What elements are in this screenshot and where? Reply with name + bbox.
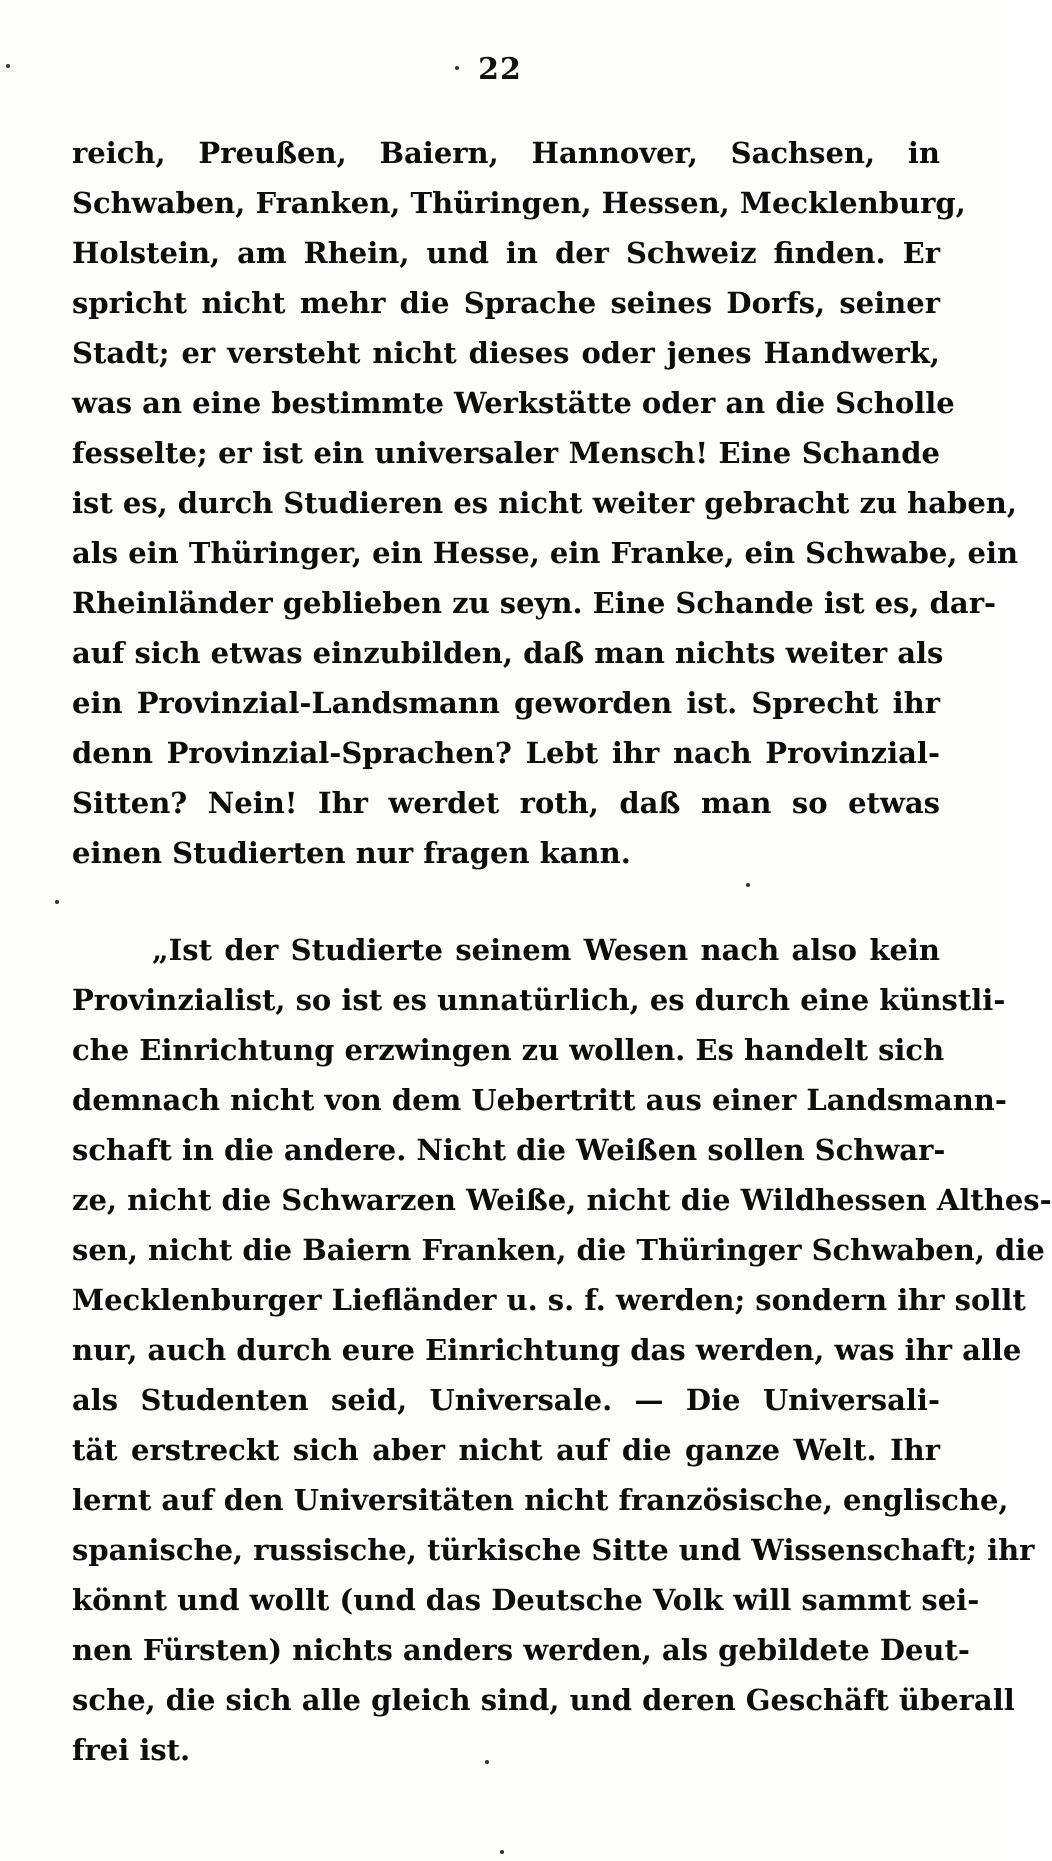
- text-line: Holstein, am Rhein, und in der Schweiz finden. Er: [72, 236, 940, 270]
- text-line: als ein Thüringer, ein Hesse, ein Franke, ein Schwabe, ein: [72, 536, 1019, 570]
- paragraph-1: [72, 128, 1019, 878]
- text-line: ein Provinzial-Landsmann geworden ist. Sprecht ihr: [72, 686, 940, 720]
- text-line: „Ist der Studierte seinem Wesen nach also kein: [152, 933, 940, 967]
- text-line: fesselte; er ist ein universaler Mensch! Eine Schande: [72, 436, 940, 470]
- text-line: denn Provinzial-Sprachen? Lebt ihr nach Provinzial-: [72, 736, 940, 770]
- text-line: reich, Preußen, Baiern, Hannover, Sachsen, in: [72, 136, 940, 170]
- print-speck: [500, 1850, 504, 1854]
- text-line: lernt auf den Universitäten nicht französische, englische,: [72, 1483, 1009, 1517]
- text-line: sen, nicht die Baiern Franken, die Thüringer Schwaben, die: [72, 1233, 1045, 1267]
- text-line: frei ist.: [72, 1733, 191, 1767]
- text-line: schaft in die andere. Nicht die Weißen sollen Schwar-: [72, 1133, 946, 1167]
- print-speck: [55, 900, 59, 904]
- text-line: Rheinländer geblieben zu seyn. Eine Schande ist es, dar-: [72, 586, 997, 620]
- text-line: che Einrichtung erzwingen zu wollen. Es handelt sich: [72, 1033, 945, 1067]
- page-number: 22: [478, 52, 522, 87]
- text-line: Mecklenburger Liefländer u. s. f. werden; sondern ihr sollt: [72, 1283, 1026, 1317]
- text-line: als Studenten seid, Universale. — Die Universali-: [72, 1383, 940, 1417]
- print-speck: [485, 1760, 489, 1764]
- text-line: spricht nicht mehr die Sprache seines Dorfs, seiner: [72, 286, 940, 320]
- text-line: nen Fürsten) nichts anders werden, als gebildete Deut-: [72, 1633, 970, 1667]
- text-line: tät erstreckt sich aber nicht auf die ganze Welt. Ihr: [72, 1433, 940, 1467]
- text-line: Schwaben, Franken, Thüringen, Hessen, Mecklenburg,: [72, 186, 966, 220]
- text-line: Stadt; er versteht nicht dieses oder jenes Handwerk,: [72, 336, 940, 370]
- text-line: auf sich etwas einzubilden, daß man nichts weiter als: [72, 636, 944, 670]
- text-line: nur, auch durch eure Einrichtung das werden, was ihr alle: [72, 1333, 1022, 1367]
- print-speck: [6, 64, 10, 68]
- text-line: was an eine bestimmte Werkstätte oder an die Scholle: [72, 386, 955, 420]
- text-line: einen Studierten nur fragen kann.: [72, 836, 631, 870]
- text-line: Provinzialist, so ist es unnatürlich, es durch eine künstli-: [72, 983, 1006, 1017]
- text-line: spanische, russische, türkische Sitte und Wissenschaft; ihr: [72, 1533, 1035, 1567]
- text-line: könnt und wollt (und das Deutsche Volk will sammt sei-: [72, 1583, 980, 1617]
- text-line: ze, nicht die Schwarzen Weiße, nicht die Wildhessen Althes-: [72, 1183, 1052, 1217]
- print-speck: [746, 883, 750, 887]
- paragraph-2: [72, 925, 1052, 1775]
- text-line: sche, die sich alle gleich sind, und deren Geschäft überall: [72, 1683, 1015, 1717]
- print-speck: [455, 66, 459, 70]
- text-line: Sitten? Nein! Ihr werdet roth, daß man so etwas: [72, 786, 940, 820]
- text-line: ist es, durch Studieren es nicht weiter gebracht zu haben,: [72, 486, 1017, 520]
- text-line: demnach nicht von dem Uebertritt aus einer Landsmann-: [72, 1083, 1007, 1117]
